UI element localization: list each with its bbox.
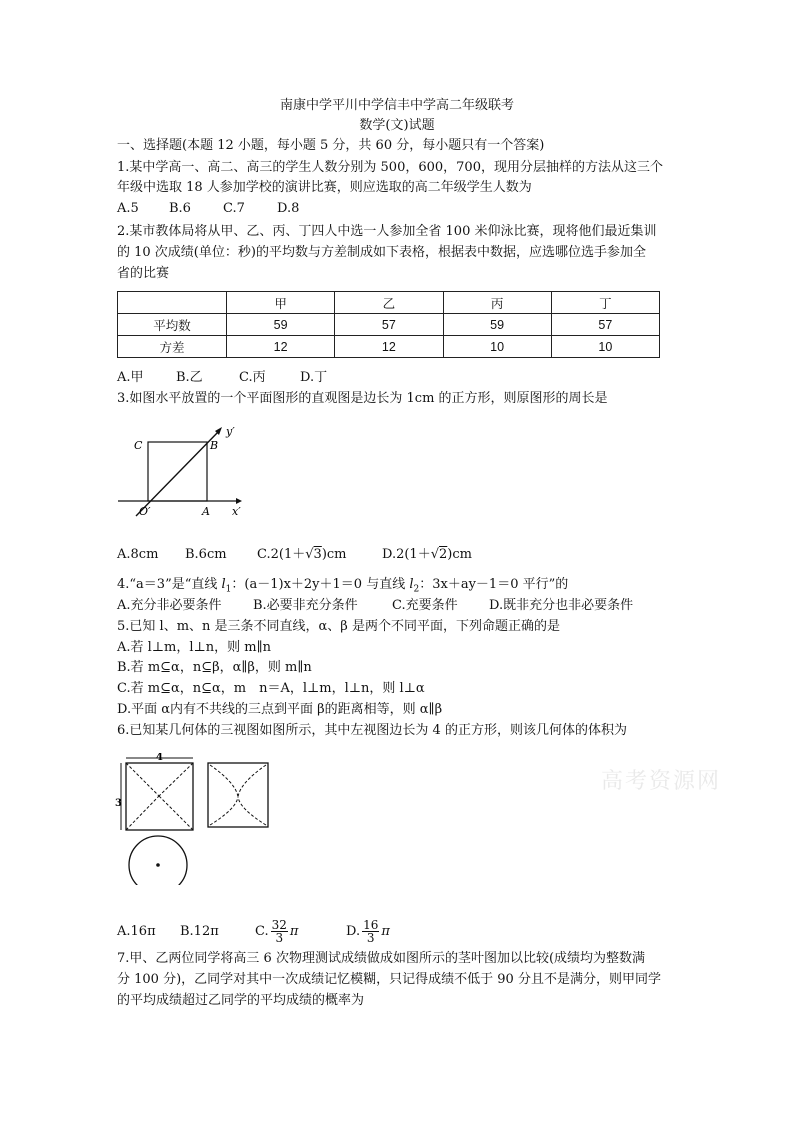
front-view-dash: [126, 796, 159, 830]
q6-options: [117, 912, 390, 952]
q2-options: [117, 369, 327, 387]
q3-option-c-prefix: C.2(1＋: [257, 547, 306, 562]
q3-option-d-prefix: D.2(1＋: [382, 547, 431, 562]
q3-options: [117, 546, 472, 564]
score-table: [117, 291, 660, 358]
q1-option-b: B.6: [169, 201, 191, 216]
q3-option-c-suffix: )cm: [321, 547, 347, 562]
table-header-cell: 丙: [443, 292, 551, 314]
label-y: y′: [226, 425, 235, 438]
q4-text-mid: ：(a－1)x＋2y＋1＝0 与直线: [231, 577, 410, 592]
front-view-dash: [126, 763, 159, 796]
q3-option-b: B.6cm: [185, 547, 227, 562]
section-heading: 一、选择题(本题 12 小题，每小题 5 分，共 60 分，每小题只有一个答案): [117, 138, 545, 153]
q1-option-d: D.8: [277, 201, 300, 216]
q4-line-l2: l: [409, 577, 414, 592]
q4-text-pre: 4.“a＝3”是“直线: [117, 577, 222, 592]
q2-line1: 2.某市教体局将从甲、乙、丙、丁四人中选一人参加全省 100 米仰泳比赛，现将他们最近集训: [117, 224, 657, 239]
q1-option-a: A.5: [117, 201, 139, 216]
q5-option-c: C.若 m⊆α，n⊆α，m n＝A，l⊥m，l⊥n，则 l⊥α: [117, 681, 425, 696]
q2-option-d: D.丁: [300, 370, 328, 385]
q7-line2: 分 100 分)，乙同学对其中一次成绩记忆模糊，只记得成绩不低于 90 分且不是满分，则甲同学: [117, 972, 661, 987]
q4-option-c: C.充要条件: [392, 598, 458, 613]
dim-side-label: 3: [115, 798, 122, 809]
q6-option-c: [255, 912, 346, 952]
q4-option-b: B.必要非充分条件: [253, 598, 358, 613]
q4-option-d: D.既非充分也非必要条件: [489, 598, 634, 613]
table-cell: 57: [335, 314, 443, 336]
q2-option-a: A.甲: [117, 370, 144, 385]
table-cell: 平均数: [118, 314, 227, 336]
q6-option-b: B.12π: [180, 924, 219, 939]
q6-option-d-prefix: D.: [346, 924, 361, 939]
label-a: A: [202, 505, 210, 518]
q4-line-l1: l: [221, 577, 226, 592]
top-view-center-dot: [156, 863, 160, 867]
front-view-dash: [159, 763, 193, 796]
fraction-numerator: 16: [363, 918, 379, 932]
q7-line3: 的平均成绩超过乙同学的平均成绩的概率为: [117, 993, 365, 1008]
table-row: [118, 314, 660, 336]
sqrt-icon: √: [430, 547, 440, 562]
front-view-dash: [159, 796, 193, 830]
fraction: [362, 919, 379, 944]
q2-line3: 省的比赛: [117, 266, 170, 281]
q6-option-c-prefix: C.: [255, 924, 269, 939]
q3-line1: 3.如图水平放置的一个平面图形的直观图是边长为 1cm 的正方形，则原图形的周长是: [117, 391, 608, 406]
fraction: [271, 919, 288, 944]
exam-subtitle: 数学(文)试题: [359, 118, 435, 133]
label-c: C: [134, 439, 143, 452]
q2-line2: 的 10 次成绩(单位：秒)的平均数与方差制成如下表格，根据表中数据，应选哪位选手参加全: [117, 245, 646, 260]
table-header-cell: [118, 292, 227, 314]
q6-option-a: A.16π: [117, 924, 156, 939]
q5-option-a: A.若 l⊥m，l⊥n，则 m∥n: [117, 640, 271, 655]
table-cell: 12: [227, 336, 335, 358]
q4-sub-2: 2: [413, 584, 420, 595]
fraction-denominator: 3: [366, 931, 375, 945]
q1-option-c: C.7: [223, 201, 245, 216]
table-cell: 12: [335, 336, 443, 358]
exam-title: 南康中学平川中学信丰中学高二年级联考: [279, 98, 514, 113]
square: [148, 442, 207, 501]
q6-option-d-pi: π: [381, 924, 390, 939]
q6-option-c-pi: π: [289, 924, 299, 939]
q1-line1: 1.某中学高一、高二、高三的学生人数分别为 500，600，700，现用分层抽样的方法从这三个: [117, 160, 663, 175]
q6-line1: 6.已知某几何体的三视图如图所示，其中左视图边长为 4 的正方形，则该几何体的体积为: [117, 723, 627, 738]
three-view-figure: [114, 753, 274, 885]
fraction-denominator: 3: [275, 931, 284, 945]
table-header-row: [118, 292, 660, 314]
q5-option-b: B.若 m⊆α，n⊆β，α∥β，则 m∥n: [117, 660, 312, 675]
q3-option-d-suffix: )cm: [447, 547, 472, 562]
q6-option-d: [346, 918, 390, 945]
q4-sub-1: 1: [225, 584, 232, 595]
q4-text-post: ：3x＋ay－1＝0 平行”的: [419, 577, 569, 592]
table-cell: 57: [551, 314, 659, 336]
label-x: x′: [232, 505, 241, 518]
q3-option-c-radicand: 3: [313, 547, 322, 562]
q4-option-a: A.充分非必要条件: [117, 598, 222, 613]
table-cell: 59: [443, 314, 551, 336]
table-cell: 方差: [118, 336, 227, 358]
q2-option-b: B.乙: [176, 370, 203, 385]
sqrt-icon: √: [305, 547, 314, 562]
q5-line1: 5.已知 l、m、n 是三条不同直线，α、β 是两个不同平面，下列命题正确的是: [117, 619, 560, 634]
label-o: O′: [139, 505, 151, 518]
table-header-cell: 甲: [227, 292, 335, 314]
q3-option-c: [257, 546, 382, 564]
table-row: [118, 336, 660, 358]
table-cell: 59: [227, 314, 335, 336]
q5-option-d: D.平面 α内有不共线的三点到平面 β的距离相等，则 α∥β: [117, 702, 443, 717]
table-cell: 10: [443, 336, 551, 358]
watermark: 高考资源网: [601, 769, 722, 794]
q3-option-a: A.8cm: [117, 547, 159, 562]
x-axis-arrow: [236, 498, 242, 504]
fraction-numerator: 32: [271, 918, 287, 932]
q7-line1: 7.甲、乙两位同学将高三 6 次物理测试成绩做成如图所示的茎叶图加以比较(成绩均为整数满: [117, 951, 646, 966]
q4-line1: [117, 576, 568, 599]
q3-option-d-radicand: 2: [439, 547, 448, 562]
table-header-cell: 丁: [551, 292, 659, 314]
dim-top-label: 4: [156, 753, 163, 763]
q1-line2: 年级中选取 18 人参加学校的演讲比赛，则应选取的高二年级学生人数为: [117, 180, 532, 195]
side-view-curve: [210, 765, 266, 797]
table-cell: 10: [551, 336, 659, 358]
table-header-cell: 乙: [335, 292, 443, 314]
q2-option-c: C.丙: [239, 370, 266, 385]
q1-options: [117, 200, 299, 218]
q4-options: [117, 597, 633, 615]
side-view-curve: [210, 797, 266, 825]
top-view-circle: [129, 836, 187, 885]
label-b: B: [210, 439, 219, 452]
oblique-square-figure: [110, 418, 250, 522]
q3-option-d: [382, 547, 472, 562]
